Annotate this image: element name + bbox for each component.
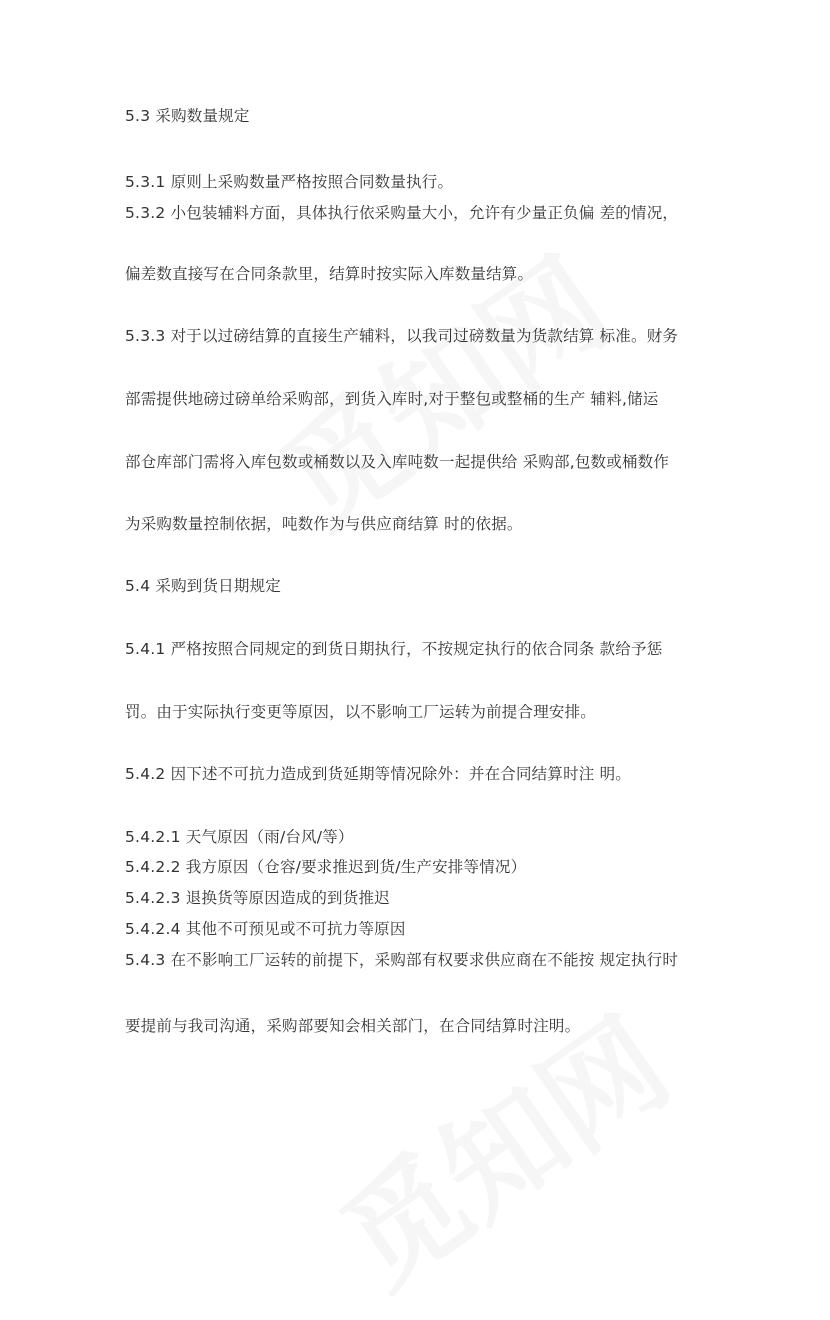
paragraph-line: 部需提供地磅过磅单给采购部，到货入库时,对于整包或整桶的生产 辅料,储运 [125,390,659,408]
paragraph-line: 5.3.1 原则上采购数量严格按照合同数量执行。 [125,173,454,191]
section-heading-5-3: 5.3 采购数量规定 [125,107,250,125]
list-item: 5.4.2.3 退换货等原因造成的到货推迟 [125,889,390,907]
paragraph-line: 罚。由于实际执行变更等原因，以不影响工厂运转为前提合理安排。 [125,703,597,721]
paragraph-line: 为采购数量控制依据，吨数作为与供应商结算 时的依据。 [125,515,523,533]
paragraph-line: 要提前与我司沟通，采购部要知会相关部门，在合同结算时注明。 [125,1017,581,1035]
list-item: 5.4.2.2 我方原因（仓容/要求推迟到货/生产安排等情况） [125,858,527,876]
paragraph-line: 5.4.1 严格按照合同规定的到货日期执行，不按规定执行的依合同条 款给予惩 [125,640,663,658]
paragraph-line: 5.3.3 对于以过磅结算的直接生产辅料，以我司过磅数量为货款结算 标准。财务 [125,327,679,345]
list-item: 5.4.2.4 其他不可预见或不可抗力等原因 [125,920,406,938]
list-item: 5.4.2.1 天气原因（雨/台风/等） [125,828,354,846]
paragraph-line: 部仓库部门需将入库包数或桶数以及入库吨数一起提供给 采购部,包数或桶数作 [125,453,670,471]
paragraph-line: 5.3.2 小包装辅料方面，具体执行依采购量大小，允许有少量正负偏 差的情况， [125,204,679,222]
paragraph-line: 5.4.3 在不影响工厂运转的前提下，采购部有权要求供应商在不能按 规定执行时 [125,951,679,969]
paragraph-line: 5.4.2 因下述不可抗力造成到货延期等情况除外：并在合同结算时注 明。 [125,765,631,783]
paragraph-line: 偏差数直接写在合同条款里，结算时按实际入库数量结算。 [125,265,534,283]
section-heading-5-4: 5.4 采购到货日期规定 [125,577,281,595]
